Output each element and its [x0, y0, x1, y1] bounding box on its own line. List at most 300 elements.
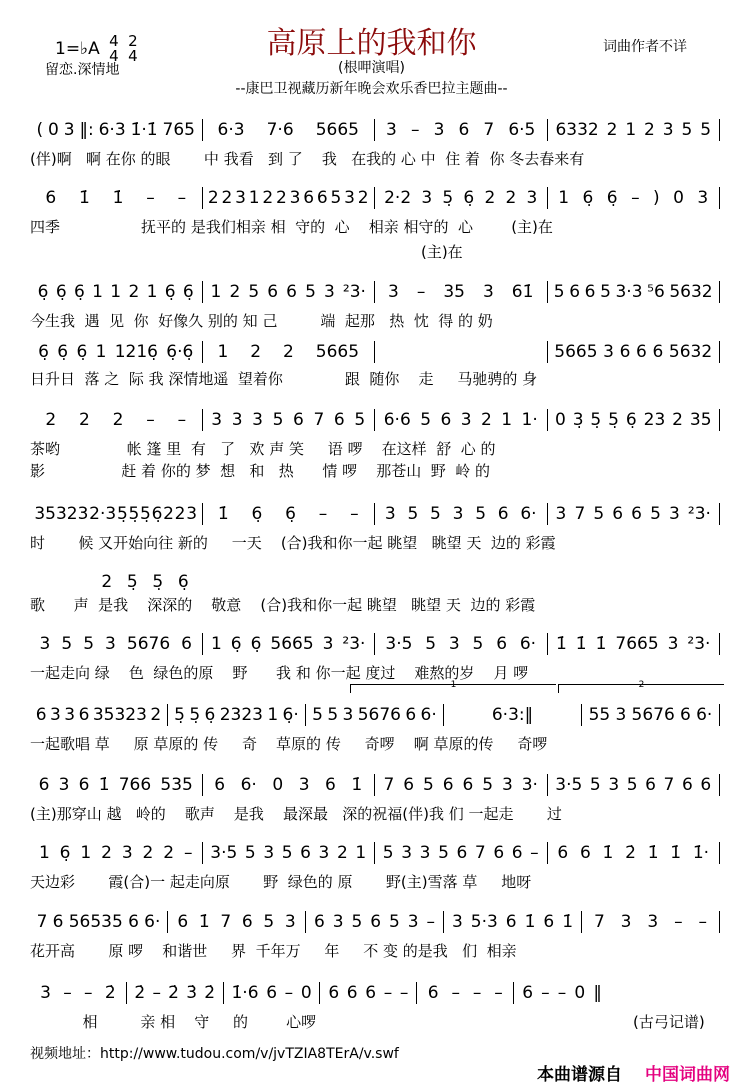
note: 1̇ — [670, 843, 682, 863]
measure — [30, 504, 202, 524]
note: 1̇ — [217, 504, 229, 524]
note: 2 — [283, 342, 294, 362]
note: 5 — [593, 504, 605, 524]
measure — [30, 342, 202, 362]
lyrics-line: 时 候 又开始向往 新的 一天 (合)我和你一起 眺望 眺望 天 边的 彩霞 — [30, 534, 556, 552]
measure — [320, 983, 416, 1003]
note: 2 — [150, 705, 162, 725]
note: 1̇ — [595, 634, 607, 654]
note: – — [318, 504, 328, 524]
note: – — [177, 188, 187, 208]
note: 6· — [420, 705, 437, 725]
note: 5 — [700, 120, 712, 140]
note: 2 — [101, 843, 112, 863]
source-site-logo[interactable]: 中国词曲网 — [645, 1065, 730, 1085]
note: 3 — [608, 775, 620, 795]
note: 5 — [281, 843, 293, 863]
note: 6̣ — [59, 843, 71, 863]
note: 6̣· — [282, 705, 299, 725]
time-den: 4 — [109, 47, 119, 65]
note: – — [451, 983, 460, 1003]
note: 7·6 — [266, 120, 294, 140]
note: 6 — [370, 912, 382, 932]
lyrics-line: 相 亲 相 守 的 心啰 — [30, 1013, 317, 1031]
note: 1 — [210, 282, 222, 302]
note: 2̇ — [104, 983, 116, 1003]
bar-line — [719, 911, 720, 933]
note: 6̣ — [38, 342, 49, 362]
measure — [224, 983, 320, 1003]
note: 5 — [600, 282, 611, 302]
note: – — [350, 504, 359, 524]
measure — [30, 983, 126, 1003]
note: 5̣ — [174, 705, 185, 725]
note: 1̇·6 — [231, 983, 259, 1003]
note: 3 — [662, 120, 674, 140]
lyrics-line: 花开高 原 啰 和谐世 界 千年万 年 不 变 的是我 们 相亲 — [30, 942, 517, 960]
note: 3 — [284, 912, 296, 932]
note: – — [146, 188, 155, 208]
note: ‖ — [593, 983, 602, 1003]
note: 61̇ — [511, 282, 534, 302]
note: 5̣ — [116, 504, 128, 524]
note: 1 — [625, 120, 637, 140]
note: 3 — [322, 634, 334, 654]
note: 6 — [493, 843, 505, 863]
note: 1216̣ — [114, 342, 158, 362]
bar-line — [719, 503, 720, 525]
note: 3 — [448, 634, 460, 654]
note: 6· — [240, 775, 257, 795]
lyrics-line: 今生我 遇 见 你 好像久 别的 知 己 端 起那 热 忱 得 的 奶 — [30, 312, 493, 330]
note: 6 — [267, 282, 279, 302]
note: 6̣ — [606, 188, 618, 208]
note: 0 — [554, 410, 566, 430]
note: 3 — [318, 843, 330, 863]
measure — [306, 705, 443, 725]
note: 5·3 — [470, 912, 498, 932]
note: 6̣ — [230, 634, 242, 654]
note: 6 — [543, 912, 555, 932]
staff-row — [30, 981, 610, 1005]
measure — [30, 634, 202, 654]
measure — [548, 843, 720, 863]
note: 5676 — [631, 705, 675, 725]
note: 6 — [557, 843, 569, 863]
note: 5 — [61, 634, 73, 654]
note: 3 — [433, 120, 445, 140]
note: 5 — [553, 282, 565, 302]
note: 3 — [407, 912, 419, 932]
note: 5 — [354, 410, 366, 430]
note: 5676 — [126, 634, 171, 654]
measure — [548, 120, 720, 140]
note: 6 — [522, 983, 534, 1003]
note: 1̇ — [198, 912, 210, 932]
note: 1̇ — [112, 188, 124, 208]
note: 6 — [177, 912, 189, 932]
note: – — [146, 410, 155, 430]
note: 6̣ — [76, 342, 88, 362]
staff-row — [90, 570, 200, 594]
measure — [417, 983, 513, 1003]
note: 35323 — [92, 705, 147, 725]
bar-line — [374, 341, 375, 363]
lyrics-line: 茶哟 帐 篷 里 有 了 欢 声 笑 语 啰 在这样 舒 心 的 — [30, 440, 496, 458]
note: 2 — [221, 188, 233, 208]
note: 6 — [78, 705, 90, 725]
note: 6 — [636, 342, 647, 362]
note: 6 — [328, 983, 340, 1003]
note: 6 — [266, 983, 278, 1003]
note: 3·3 — [615, 282, 643, 302]
note: 6 — [584, 282, 596, 302]
note: 3 — [386, 120, 397, 140]
note: 5̣ — [128, 504, 140, 524]
note: 3·5 — [210, 843, 238, 863]
bar-line — [719, 341, 720, 363]
note: 3̣ — [572, 410, 584, 430]
note: 6 — [45, 188, 57, 208]
note: 1̇· — [692, 843, 710, 863]
note: – — [183, 843, 193, 863]
note: 6̣ — [285, 504, 296, 524]
note: 0 — [574, 983, 586, 1003]
note: 5665 — [270, 634, 314, 654]
note: 5̣ — [152, 572, 164, 592]
note: 5676 — [357, 705, 401, 725]
measure — [30, 120, 202, 140]
note: 3 — [603, 342, 614, 362]
note: 2 — [262, 188, 274, 208]
key-text: 1=♭A — [55, 39, 100, 59]
note: 1 — [92, 282, 103, 302]
measure — [203, 282, 375, 302]
measure — [582, 705, 719, 725]
note: 2 — [229, 282, 241, 302]
note: 6 — [181, 634, 192, 654]
note: 55 — [588, 705, 611, 725]
note: 1 — [248, 188, 260, 208]
note: – — [530, 843, 539, 863]
note: 6̣ — [204, 705, 216, 725]
note: 6̣ — [37, 282, 49, 302]
note: 5̣ — [442, 188, 454, 208]
staff-row — [30, 502, 720, 526]
note: 2̇ — [168, 983, 179, 1003]
volta-bracket-2: 2 — [558, 684, 724, 693]
note: 3 — [263, 843, 275, 863]
note: 3 — [231, 410, 243, 430]
note: 5 — [305, 282, 316, 302]
note: 6 — [619, 342, 631, 362]
note: 6 — [293, 410, 304, 430]
note: 3 — [421, 188, 433, 208]
note: 3·5 — [385, 634, 413, 654]
lyrics-line: 天边彩 霞(合)一 起走向原 野 绿色的 原 野(主)雪落 草 地呀 — [30, 873, 532, 891]
note: 6· — [520, 504, 537, 524]
measure — [168, 705, 305, 725]
note: 1̇ — [575, 634, 587, 654]
note: 3 — [50, 705, 61, 725]
note: 3 — [323, 282, 335, 302]
note: 7 — [483, 120, 495, 140]
note: 6 — [52, 912, 64, 932]
note: – — [63, 983, 72, 1003]
note: 6̣ — [182, 282, 194, 302]
note: 3 — [63, 120, 75, 140]
measure — [375, 120, 547, 140]
note: 1 — [217, 342, 229, 362]
measure — [203, 188, 375, 208]
source-label: 本曲谱源自 — [537, 1065, 622, 1085]
note: 3 — [39, 634, 51, 654]
note: 7 — [313, 410, 325, 430]
staff-row — [30, 408, 720, 432]
note: – — [410, 120, 420, 140]
note: ²3· — [687, 634, 711, 654]
note: 3 — [121, 843, 133, 863]
note: – — [698, 912, 707, 932]
note: ( — [36, 120, 44, 140]
note: 5 — [650, 504, 661, 524]
note: 2 — [276, 188, 287, 208]
note: 6·3 — [98, 120, 126, 140]
lyrics-line: (主)那穿山 越 岭的 歌声 是我 最深最 深的祝福(伴)我 们 一起走 过 — [30, 805, 562, 823]
note: 6 — [497, 504, 509, 524]
measure — [375, 282, 547, 302]
time-den: 4 — [128, 47, 138, 65]
note: 765 — [162, 120, 195, 140]
note: 6̣ — [55, 282, 67, 302]
note: 2 — [336, 843, 348, 863]
note: 3 — [697, 188, 709, 208]
bar-line — [719, 409, 720, 431]
note: 3 — [501, 775, 513, 795]
note: 6·3 — [217, 120, 245, 140]
note: 2 — [644, 120, 655, 140]
transcriber-note: (古弓记谱) — [633, 1013, 705, 1031]
note: 1 — [267, 705, 279, 725]
note: 1 — [558, 188, 570, 208]
note: 2 — [174, 504, 186, 524]
measure — [30, 410, 202, 430]
note: 6̣ — [250, 634, 262, 654]
note: ²3· — [342, 634, 366, 654]
note: 2 — [250, 342, 262, 362]
note: 3 — [482, 282, 494, 302]
note: 6 — [405, 705, 417, 725]
measure — [203, 843, 375, 863]
measure — [375, 410, 547, 430]
note: 6 — [652, 342, 664, 362]
note: ⁵6 — [647, 282, 665, 302]
note: 6 — [316, 188, 328, 208]
note: 3 — [555, 504, 567, 524]
note: 2 — [79, 410, 90, 430]
note: 1̇ — [351, 775, 363, 795]
measure — [375, 188, 547, 208]
note: 6 — [442, 775, 454, 795]
note: 3 — [668, 504, 680, 524]
measure — [127, 983, 223, 1003]
note: 1 — [110, 282, 122, 302]
note: 7 — [574, 504, 586, 524]
note: 6 — [458, 120, 470, 140]
note: – — [399, 983, 409, 1003]
note: 7 — [220, 912, 232, 932]
volta-bracket-1: 1 — [350, 684, 556, 693]
measure — [203, 504, 375, 524]
note: 5 — [248, 282, 260, 302]
note: 2 — [128, 282, 140, 302]
note: 2 — [505, 188, 517, 208]
note: 6̣ — [57, 342, 69, 362]
measure — [375, 775, 547, 795]
measure — [30, 843, 202, 863]
note: 6 — [511, 843, 523, 863]
lyrics-line: 歌 声 是我 深深的 敬意 (合)我和你一起 眺望 眺望 天 边的 彩霞 — [30, 596, 536, 614]
staff-row — [30, 703, 720, 727]
subtitle: --康巴卫视藏历新年晚会欢乐香巴拉主题曲-- — [235, 81, 508, 97]
note: 6 — [241, 912, 253, 932]
note: 6̣ — [582, 188, 594, 208]
note: 3 — [235, 188, 246, 208]
note: – — [674, 912, 683, 932]
note: 6 — [569, 282, 581, 302]
note: 7 — [663, 775, 675, 795]
lyrics-line: 影 赶 着 你的 梦 想 和 热 情 啰 那苍山 野 岭 的 — [30, 462, 491, 480]
note: 7665 — [615, 634, 659, 654]
note: – — [152, 983, 161, 1003]
note: 6 — [286, 282, 297, 302]
staff-row — [30, 910, 720, 934]
measure — [203, 120, 375, 140]
note: 0 — [300, 983, 312, 1003]
note: 2323 — [219, 705, 263, 725]
note: 1̇ — [647, 843, 659, 863]
note: – — [472, 983, 482, 1003]
note: 5 — [83, 634, 95, 654]
note: 3 — [647, 912, 659, 932]
note: 5̣ — [608, 410, 619, 430]
note: 6 — [680, 705, 691, 725]
note: 3 — [58, 775, 70, 795]
note: 6· — [144, 912, 161, 932]
note: 6 — [35, 705, 47, 725]
note: 3 — [298, 775, 310, 795]
note: 3 — [384, 504, 396, 524]
measure — [548, 342, 720, 362]
note: 6 — [462, 775, 474, 795]
note: 6 — [645, 775, 656, 795]
staff-row — [30, 186, 720, 210]
measure — [30, 912, 167, 932]
note: 3 — [344, 188, 355, 208]
measure — [514, 983, 610, 1003]
note: 3 — [252, 410, 263, 430]
note: 2 — [101, 572, 113, 592]
note: 23 — [643, 410, 666, 430]
note: 3 — [615, 705, 627, 725]
lyrics-line: 日升日 落 之 际 我 深情地遥 望着你 跟 随你 走 马驰骋的 身 — [30, 370, 538, 388]
measure — [168, 912, 305, 932]
note: 5 — [351, 912, 363, 932]
note: 3 — [667, 634, 679, 654]
note: 6 — [365, 983, 377, 1003]
note: 3 — [620, 912, 632, 932]
note: 3 — [419, 843, 431, 863]
lyrics-line: 一起歌唱 草 原 草原的 传 奇 草原的 传 奇啰 啊 草原的传 奇啰 — [30, 735, 548, 753]
note: – — [557, 983, 567, 1003]
tempo-marking: 留恋.深情地 — [45, 62, 120, 78]
note: 6 — [631, 504, 642, 524]
note: – — [426, 912, 435, 932]
author-credit: 词曲作者不详 — [603, 39, 687, 55]
measure — [203, 775, 375, 795]
note: 3·5 — [555, 775, 583, 795]
measure — [90, 572, 200, 592]
note: 5632 — [668, 342, 713, 362]
note: 2·2 — [384, 188, 412, 208]
note: 6̣ — [177, 572, 189, 592]
note: 5̣ — [126, 572, 138, 592]
note: 2 — [481, 410, 492, 430]
note: 2 — [484, 188, 496, 208]
measure — [548, 634, 720, 654]
lyrics-line: 四季 抚平的 是我们相亲 相 守的 心 相亲 相守的 心 (主)在 — [30, 218, 553, 236]
note: 2̇ — [204, 983, 216, 1003]
note: – — [416, 282, 426, 302]
note: 3 — [186, 504, 198, 524]
note: 6 — [214, 775, 226, 795]
note: 1 — [95, 342, 107, 362]
note: 2 — [142, 843, 154, 863]
note: 6·3:‖ — [491, 705, 534, 725]
video-url[interactable]: 视频地址：http://www.tudou.com/v/jvTZIA8TErA/v.swf — [30, 1046, 399, 1062]
note: 3· — [521, 775, 538, 795]
note: 5 — [263, 912, 275, 932]
note: 5 — [472, 634, 484, 654]
note: 7 — [383, 775, 395, 795]
note: 6· — [519, 634, 537, 654]
note: – — [383, 983, 393, 1003]
time-num: 2 — [128, 32, 138, 50]
measure — [582, 912, 719, 932]
measure — [306, 912, 443, 932]
staff-row — [30, 118, 720, 142]
note: 6 — [440, 410, 452, 430]
measure — [548, 282, 720, 302]
note: 6̣ — [625, 410, 637, 430]
note: 5 — [681, 120, 693, 140]
note: 35 — [689, 410, 712, 430]
bar-line — [719, 281, 720, 303]
note: 5 — [407, 504, 419, 524]
note: 1 — [80, 843, 92, 863]
note: 2̇ — [134, 983, 146, 1003]
note: 1̇ — [98, 775, 110, 795]
note: 3 — [401, 843, 413, 863]
note: 6 — [128, 912, 139, 932]
note: 5 — [420, 410, 432, 430]
note: 5665 — [554, 342, 598, 362]
lyrics-line: (主)在 — [30, 243, 463, 261]
note: 2·3 — [89, 504, 117, 524]
note: 2 — [112, 410, 124, 430]
note: 1̇·1̇ — [130, 120, 158, 140]
note: ‖: — [79, 120, 94, 140]
